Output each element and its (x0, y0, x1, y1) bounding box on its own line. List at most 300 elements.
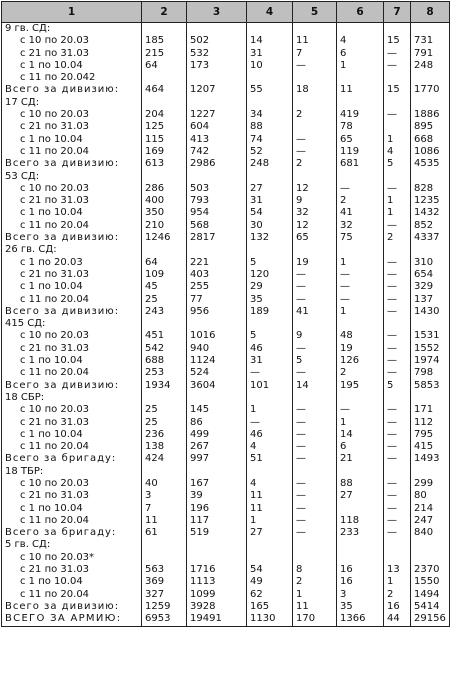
period-row (2, 60, 450, 72)
value-cell-col-8: 795 (411, 429, 450, 441)
value-cell-col-3 (187, 539, 247, 551)
unit-total-row (2, 84, 450, 96)
value-cell-col-8: 5853 (411, 380, 450, 392)
row-label: с 21 по 31.03 (2, 343, 142, 355)
period-row (2, 35, 450, 47)
value-cell-col-5 (293, 392, 337, 404)
value-cell-col-5: — (293, 404, 337, 416)
period-row (2, 195, 450, 207)
value-cell-col-6 (337, 392, 384, 404)
value-cell-col-8: 415 (411, 441, 450, 453)
value-cell-col-7 (384, 552, 411, 564)
value-cell-col-4: 5 (247, 257, 293, 269)
value-cell-col-2: 61 (142, 527, 187, 539)
column-header-7: 7 (384, 2, 411, 23)
unit-heading-row (2, 318, 450, 330)
row-label: с 11 по 20.04 (2, 367, 142, 379)
period-row (2, 146, 450, 158)
value-cell-col-6: 3 (337, 589, 384, 601)
value-cell-col-2 (142, 318, 187, 330)
value-cell-col-6: 126 (337, 355, 384, 367)
row-label: 415 СД: (2, 318, 142, 330)
period-row (2, 220, 450, 232)
value-cell-col-3: 604 (187, 121, 247, 133)
period-row (2, 294, 450, 306)
period-row (2, 576, 450, 588)
value-cell-col-7: — (384, 429, 411, 441)
value-cell-col-8: 731 (411, 35, 450, 47)
value-cell-col-6: 6 (337, 48, 384, 60)
column-header-6: 6 (337, 2, 384, 23)
value-cell-col-5: — (293, 367, 337, 379)
value-cell-col-6: 118 (337, 515, 384, 527)
table-body (2, 23, 450, 627)
value-cell-col-8: 310 (411, 257, 450, 269)
value-cell-col-4 (247, 171, 293, 183)
value-cell-col-2: 327 (142, 589, 187, 601)
row-label: с 11 по 20.04 (2, 294, 142, 306)
value-cell-col-7: — (384, 281, 411, 293)
value-cell-col-7: — (384, 441, 411, 453)
value-cell-col-5: 7 (293, 48, 337, 60)
value-cell-col-6: 35 (337, 601, 384, 613)
value-cell-col-5 (293, 539, 337, 551)
value-cell-col-8: 1552 (411, 343, 450, 355)
value-cell-col-7: 5 (384, 158, 411, 170)
value-cell-col-6: 41 (337, 207, 384, 219)
value-cell-col-5: — (293, 503, 337, 515)
value-cell-col-4: 88 (247, 121, 293, 133)
value-cell-col-6: 1 (337, 417, 384, 429)
value-cell-col-6: 419 (337, 109, 384, 121)
period-row (2, 269, 450, 281)
value-cell-col-5 (293, 23, 337, 36)
value-cell-col-4: 10 (247, 60, 293, 72)
value-cell-col-2: 350 (142, 207, 187, 219)
value-cell-col-8: 798 (411, 367, 450, 379)
value-cell-col-5: — (293, 281, 337, 293)
value-cell-col-4: 34 (247, 109, 293, 121)
value-cell-col-2: 424 (142, 453, 187, 465)
value-cell-col-5: — (293, 343, 337, 355)
value-cell-col-8: 137 (411, 294, 450, 306)
period-row (2, 330, 450, 342)
value-cell-col-4: 1130 (247, 613, 293, 626)
value-cell-col-5 (293, 466, 337, 478)
value-cell-col-7: — (384, 453, 411, 465)
value-cell-col-2: 464 (142, 84, 187, 96)
value-cell-col-5: 5 (293, 355, 337, 367)
value-cell-col-8: 4337 (411, 232, 450, 244)
value-cell-col-7 (384, 121, 411, 133)
period-row (2, 589, 450, 601)
unit-total-row (2, 306, 450, 318)
row-label: с 21 по 31.03 (2, 490, 142, 502)
value-cell-col-8 (411, 23, 450, 36)
value-cell-col-7: — (384, 503, 411, 515)
value-cell-col-3: 173 (187, 60, 247, 72)
value-cell-col-2 (142, 244, 187, 256)
value-cell-col-2: 1246 (142, 232, 187, 244)
value-cell-col-2: 253 (142, 367, 187, 379)
value-cell-col-3: 956 (187, 306, 247, 318)
value-cell-col-6: 16 (337, 576, 384, 588)
value-cell-col-3: 1124 (187, 355, 247, 367)
unit-total-row (2, 527, 450, 539)
value-cell-col-5 (293, 552, 337, 564)
value-cell-col-4 (247, 466, 293, 478)
row-label: Всего за бригаду: (2, 527, 142, 539)
value-cell-col-8: 654 (411, 269, 450, 281)
value-cell-col-7: — (384, 60, 411, 72)
row-label: с 11 по 20.042 (2, 72, 142, 84)
value-cell-col-6: 119 (337, 146, 384, 158)
value-cell-col-5: — (293, 527, 337, 539)
value-cell-col-8: 668 (411, 134, 450, 146)
value-cell-col-8: 791 (411, 48, 450, 60)
value-cell-col-2 (142, 171, 187, 183)
value-cell-col-2 (142, 539, 187, 551)
value-cell-col-2: 25 (142, 417, 187, 429)
value-cell-col-3: 413 (187, 134, 247, 146)
value-cell-col-6: 48 (337, 330, 384, 342)
value-cell-col-3: 568 (187, 220, 247, 232)
row-label: 18 ТБР: (2, 466, 142, 478)
value-cell-col-4: 46 (247, 343, 293, 355)
row-label: Всего за дивизию: (2, 158, 142, 170)
value-cell-col-5: — (293, 441, 337, 453)
value-cell-col-8 (411, 552, 450, 564)
row-label: с 1 по 10.04 (2, 503, 142, 515)
value-cell-col-4: 31 (247, 195, 293, 207)
period-row (2, 552, 450, 564)
unit-total-row (2, 232, 450, 244)
value-cell-col-5: — (293, 515, 337, 527)
unit-heading-row (2, 97, 450, 109)
value-cell-col-6 (337, 552, 384, 564)
value-cell-col-6: 88 (337, 478, 384, 490)
value-cell-col-5: 1 (293, 589, 337, 601)
value-cell-col-6 (337, 503, 384, 515)
value-cell-col-5: 11 (293, 601, 337, 613)
column-header-5: 5 (293, 2, 337, 23)
value-cell-col-7: — (384, 220, 411, 232)
value-cell-col-4: 27 (247, 527, 293, 539)
period-row (2, 503, 450, 515)
value-cell-col-8 (411, 466, 450, 478)
document-page (1, 1, 449, 627)
value-cell-col-7: — (384, 306, 411, 318)
value-cell-col-3: 3604 (187, 380, 247, 392)
value-cell-col-3: 2986 (187, 158, 247, 170)
value-cell-col-8: 1886 (411, 109, 450, 121)
value-cell-col-6: 19 (337, 343, 384, 355)
value-cell-col-6: 1 (337, 60, 384, 72)
value-cell-col-7: 1 (384, 195, 411, 207)
period-row (2, 207, 450, 219)
unit-total-row (2, 158, 450, 170)
period-row (2, 281, 450, 293)
value-cell-col-2: 3 (142, 490, 187, 502)
value-cell-col-2 (142, 72, 187, 84)
value-cell-col-5: 65 (293, 232, 337, 244)
row-label: ВСЕГО ЗА АРМИЮ: (2, 613, 142, 626)
value-cell-col-7: 1 (384, 576, 411, 588)
value-cell-col-3: 2817 (187, 232, 247, 244)
value-cell-col-3: 39 (187, 490, 247, 502)
value-cell-col-8: 1770 (411, 84, 450, 96)
value-cell-col-3 (187, 318, 247, 330)
row-label: с 10 по 20.03 (2, 478, 142, 490)
value-cell-col-8: 1493 (411, 453, 450, 465)
unit-heading-row (2, 244, 450, 256)
value-cell-col-5 (293, 171, 337, 183)
value-cell-col-2: 6953 (142, 613, 187, 626)
value-cell-col-8: 5414 (411, 601, 450, 613)
period-row (2, 404, 450, 416)
row-label: с 1 по 10.04 (2, 355, 142, 367)
period-row (2, 121, 450, 133)
value-cell-col-7 (384, 318, 411, 330)
value-cell-col-3: 403 (187, 269, 247, 281)
value-cell-col-7 (384, 539, 411, 551)
value-cell-col-3: 503 (187, 183, 247, 195)
value-cell-col-5: 2 (293, 576, 337, 588)
value-cell-col-7: 5 (384, 380, 411, 392)
value-cell-col-7: 4 (384, 146, 411, 158)
value-cell-col-3: 940 (187, 343, 247, 355)
unit-heading-row (2, 539, 450, 551)
row-label: Всего за дивизию: (2, 232, 142, 244)
value-cell-col-4: 74 (247, 134, 293, 146)
value-cell-col-4: 248 (247, 158, 293, 170)
value-cell-col-3: 145 (187, 404, 247, 416)
army-total-row (2, 613, 450, 626)
value-cell-col-4: 165 (247, 601, 293, 613)
value-cell-col-6: 2 (337, 367, 384, 379)
value-cell-col-4: 4 (247, 478, 293, 490)
value-cell-col-2: 115 (142, 134, 187, 146)
value-cell-col-7: — (384, 294, 411, 306)
value-cell-col-2 (142, 97, 187, 109)
value-cell-col-2: 138 (142, 441, 187, 453)
value-cell-col-6: 1 (337, 257, 384, 269)
value-cell-col-7: 1 (384, 134, 411, 146)
value-cell-col-2: 185 (142, 35, 187, 47)
value-cell-col-4: 35 (247, 294, 293, 306)
row-label: с 1 по 10.04 (2, 576, 142, 588)
value-cell-col-2 (142, 392, 187, 404)
value-cell-col-4: 49 (247, 576, 293, 588)
value-cell-col-7 (384, 23, 411, 36)
value-cell-col-7 (384, 171, 411, 183)
value-cell-col-8 (411, 97, 450, 109)
value-cell-col-5: 11 (293, 35, 337, 47)
value-cell-col-4: 101 (247, 380, 293, 392)
value-cell-col-6: 6 (337, 441, 384, 453)
value-cell-col-4: 14 (247, 35, 293, 47)
value-cell-col-6: 233 (337, 527, 384, 539)
value-cell-col-3: 1099 (187, 589, 247, 601)
value-cell-col-4: 51 (247, 453, 293, 465)
value-cell-col-5: 12 (293, 183, 337, 195)
value-cell-col-7 (384, 392, 411, 404)
value-cell-col-2: 613 (142, 158, 187, 170)
value-cell-col-8: 852 (411, 220, 450, 232)
row-label: с 21 по 31.03 (2, 269, 142, 281)
value-cell-col-3: 519 (187, 527, 247, 539)
row-label: с 11 по 20.04 (2, 146, 142, 158)
value-cell-col-3: 499 (187, 429, 247, 441)
value-cell-col-8: 1086 (411, 146, 450, 158)
value-cell-col-6: 195 (337, 380, 384, 392)
value-cell-col-2: 1934 (142, 380, 187, 392)
value-cell-col-3 (187, 171, 247, 183)
value-cell-col-5: 12 (293, 220, 337, 232)
period-row (2, 441, 450, 453)
value-cell-col-7: 15 (384, 84, 411, 96)
value-cell-col-7: — (384, 515, 411, 527)
value-cell-col-2 (142, 466, 187, 478)
value-cell-col-8: 1531 (411, 330, 450, 342)
value-cell-col-3: 3928 (187, 601, 247, 613)
value-cell-col-4: 120 (247, 269, 293, 281)
row-label: Всего за дивизию: (2, 84, 142, 96)
value-cell-col-8: 329 (411, 281, 450, 293)
period-row (2, 478, 450, 490)
header-row (2, 2, 450, 23)
row-label: с 10 по 20.03 (2, 183, 142, 195)
period-row (2, 183, 450, 195)
row-label: 53 СД: (2, 171, 142, 183)
value-cell-col-8: 171 (411, 404, 450, 416)
value-cell-col-2: 542 (142, 343, 187, 355)
column-header-4: 4 (247, 2, 293, 23)
value-cell-col-6 (337, 97, 384, 109)
value-cell-col-5: — (293, 453, 337, 465)
value-cell-col-5: 9 (293, 195, 337, 207)
value-cell-col-2: 125 (142, 121, 187, 133)
value-cell-col-7 (384, 97, 411, 109)
value-cell-col-4: 31 (247, 355, 293, 367)
row-label: с 21 по 31.03 (2, 195, 142, 207)
value-cell-col-7: — (384, 48, 411, 60)
value-cell-col-3 (187, 72, 247, 84)
value-cell-col-5 (293, 244, 337, 256)
value-cell-col-5: 170 (293, 613, 337, 626)
unit-total-row (2, 380, 450, 392)
value-cell-col-2 (142, 552, 187, 564)
value-cell-col-4: 29 (247, 281, 293, 293)
value-cell-col-8: 299 (411, 478, 450, 490)
value-cell-col-6 (337, 318, 384, 330)
value-cell-col-4 (247, 72, 293, 84)
value-cell-col-8: 4535 (411, 158, 450, 170)
value-cell-col-2: 400 (142, 195, 187, 207)
value-cell-col-4: 11 (247, 503, 293, 515)
value-cell-col-3: 1716 (187, 564, 247, 576)
value-cell-col-5: 41 (293, 306, 337, 318)
period-row (2, 490, 450, 502)
value-cell-col-6: 1 (337, 306, 384, 318)
value-cell-col-8: 828 (411, 183, 450, 195)
value-cell-col-7 (384, 466, 411, 478)
value-cell-col-2: 563 (142, 564, 187, 576)
period-row (2, 257, 450, 269)
value-cell-col-4: 27 (247, 183, 293, 195)
value-cell-col-3: 502 (187, 35, 247, 47)
value-cell-col-3 (187, 244, 247, 256)
value-cell-col-2: 25 (142, 294, 187, 306)
value-cell-col-4 (247, 552, 293, 564)
value-cell-col-5: 2 (293, 109, 337, 121)
value-cell-col-8 (411, 318, 450, 330)
unit-total-row (2, 453, 450, 465)
value-cell-col-3: 997 (187, 453, 247, 465)
value-cell-col-7: 44 (384, 613, 411, 626)
row-label: с 11 по 20.04 (2, 515, 142, 527)
value-cell-col-4: 11 (247, 490, 293, 502)
row-label: Всего за дивизию: (2, 601, 142, 613)
value-cell-col-5: 14 (293, 380, 337, 392)
value-cell-col-6 (337, 171, 384, 183)
value-cell-col-6 (337, 23, 384, 36)
value-cell-col-6 (337, 72, 384, 84)
value-cell-col-6: 21 (337, 453, 384, 465)
column-header-1: 1 (2, 2, 142, 23)
value-cell-col-5: — (293, 490, 337, 502)
value-cell-col-4: — (247, 417, 293, 429)
value-cell-col-8: 80 (411, 490, 450, 502)
row-label: с 10 по 20.03 (2, 330, 142, 342)
value-cell-col-3: 255 (187, 281, 247, 293)
value-cell-col-6: 32 (337, 220, 384, 232)
value-cell-col-8: 1494 (411, 589, 450, 601)
period-row (2, 355, 450, 367)
value-cell-col-7: — (384, 417, 411, 429)
row-label: с 21 по 31.03 (2, 121, 142, 133)
row-label: 18 СБР: (2, 392, 142, 404)
value-cell-col-3: 221 (187, 257, 247, 269)
row-label: Всего за бригаду: (2, 453, 142, 465)
value-cell-col-8: 112 (411, 417, 450, 429)
value-cell-col-2: 243 (142, 306, 187, 318)
value-cell-col-8 (411, 392, 450, 404)
value-cell-col-4: 31 (247, 48, 293, 60)
value-cell-col-7: — (384, 343, 411, 355)
row-label: с 1 по 10.04 (2, 60, 142, 72)
value-cell-col-7: 15 (384, 35, 411, 47)
value-cell-col-3: 267 (187, 441, 247, 453)
value-cell-col-6: 2 (337, 195, 384, 207)
value-cell-col-3: 1113 (187, 576, 247, 588)
value-cell-col-4: 4 (247, 441, 293, 453)
value-cell-col-3: 167 (187, 478, 247, 490)
value-cell-col-8: 1430 (411, 306, 450, 318)
value-cell-col-6 (337, 466, 384, 478)
value-cell-col-6: — (337, 281, 384, 293)
value-cell-col-5: 9 (293, 330, 337, 342)
value-cell-col-4 (247, 244, 293, 256)
value-cell-col-5: 19 (293, 257, 337, 269)
value-cell-col-8: 214 (411, 503, 450, 515)
row-label: 17 СД: (2, 97, 142, 109)
value-cell-col-2: 1259 (142, 601, 187, 613)
value-cell-col-5: 2 (293, 158, 337, 170)
value-cell-col-4: 5 (247, 330, 293, 342)
value-cell-col-8: 840 (411, 527, 450, 539)
value-cell-col-7: 13 (384, 564, 411, 576)
